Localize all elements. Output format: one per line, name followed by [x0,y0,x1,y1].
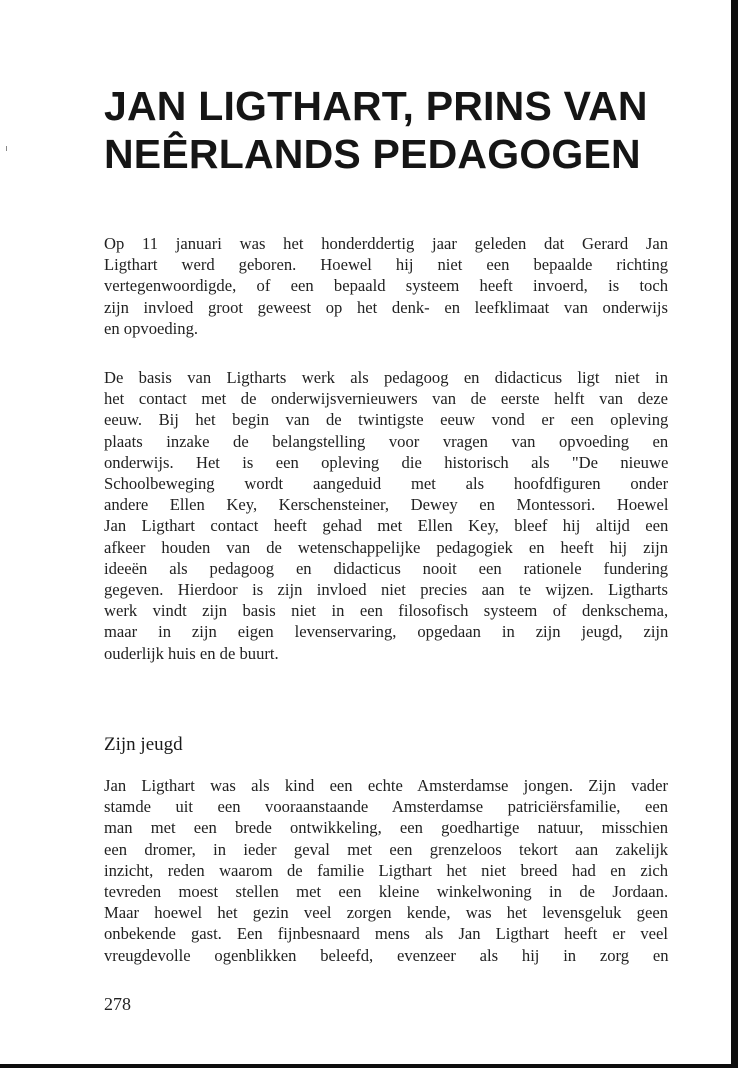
text-line: een dromer, in ieder geval met een grenzeloos tekort aan zakelijk [104,839,668,859]
page-number: 278 [104,994,131,1014]
text-line: inzicht, reden waarom de familie Ligthart het niet breed had en zich [104,860,668,880]
body-paragraph [104,367,668,664]
text-line: Jan Ligthart contact heeft gehad met Ellen Key, bleef hij altijd een [104,516,669,536]
section-paragraph [104,775,668,966]
title-line: NEÊRLANDS PEDAGOGEN [104,131,641,177]
text-line: onbekende gast. Een fijnbesnaard mens als Jan Ligthart heeft er veel [104,924,668,944]
text-line: ouderlijk huis en de buurt. [104,643,279,663]
text-line: vertegenwoordigde, of een bepaald systeem heeft invoerd, is toch [104,276,669,296]
text-line: maar in zijn eigen levenservaring, opgedaan in zijn jeugd, zijn [104,622,669,642]
text-line: tevreden moest stellen met een kleine winkelwoning in de Jordaan. [104,882,669,902]
text-line: stamde uit een vooraanstaande Amsterdamse patriciërsfamilie, een [104,797,668,817]
scan-edge-right [731,0,738,1068]
text-line: vreugdevolle ogenblikken beleefd, evenzeer als hij in zorg en [104,945,669,965]
text-line: en opvoeding. [104,318,199,338]
text-line: Jan Ligthart was als kind een echte Amsterdamse jongen. Zijn vader [104,776,668,795]
section-heading: Zijn jeugd [104,734,183,755]
text-line: plaats inzake de belangstelling voor vragen van opvoeding en [104,431,669,451]
text-line: man met een brede ontwikkeling, een goedhartige natuur, misschien [104,818,668,838]
text-line: De basis van Ligtharts werk als pedagoog en didacticus ligt niet in [104,368,668,387]
text-line: het contact met de onderwijsvernieuwers van de eerste helft van deze [104,389,668,409]
text-line: afkeer houden van de wetenschappelijke pedagogiek en heeft hij zijn [104,537,668,557]
text-line: andere Ellen Key, Kerschensteiner, Dewey en Montessori. Hoewel [104,495,669,515]
text-line: Ligthart werd geboren. Hoewel hij niet een bepaalde richting [104,255,669,275]
title-line: JAN LIGTHART, PRINS VAN [104,83,648,129]
text-line: werk vindt zijn basis niet in een filosofisch systeem of denkschema, [104,601,669,621]
text-line: Op 11 januari was het honderddertig jaar geleden dat Gerard Jan [104,234,668,253]
text-line: ideeën als pedagoog en didacticus nooit een rationele fundering [104,558,669,578]
text-line: onderwijs. Het is een opleving die historisch als "De nieuwe [104,452,669,472]
scan-edge-bottom [0,1064,738,1068]
intro-paragraph [104,233,668,339]
article-title [104,82,684,178]
text-line: gegeven. Hierdoor is zijn invloed niet precies aan te wijzen. Ligtharts [104,580,668,600]
margin-mark [6,146,7,151]
text-line: zijn invloed groot geweest op het denk- en leefklimaat van onderwijs [104,297,668,317]
text-line: Schoolbeweging wordt aangeduid met als hoofdfiguren onder [104,474,669,494]
text-line: eeuw. Bij het begin van de twintigste eeuw vond er een opleving [104,410,669,430]
text-line: Maar hoewel het gezin veel zorgen kende, was het levensgeluk geen [104,903,668,923]
